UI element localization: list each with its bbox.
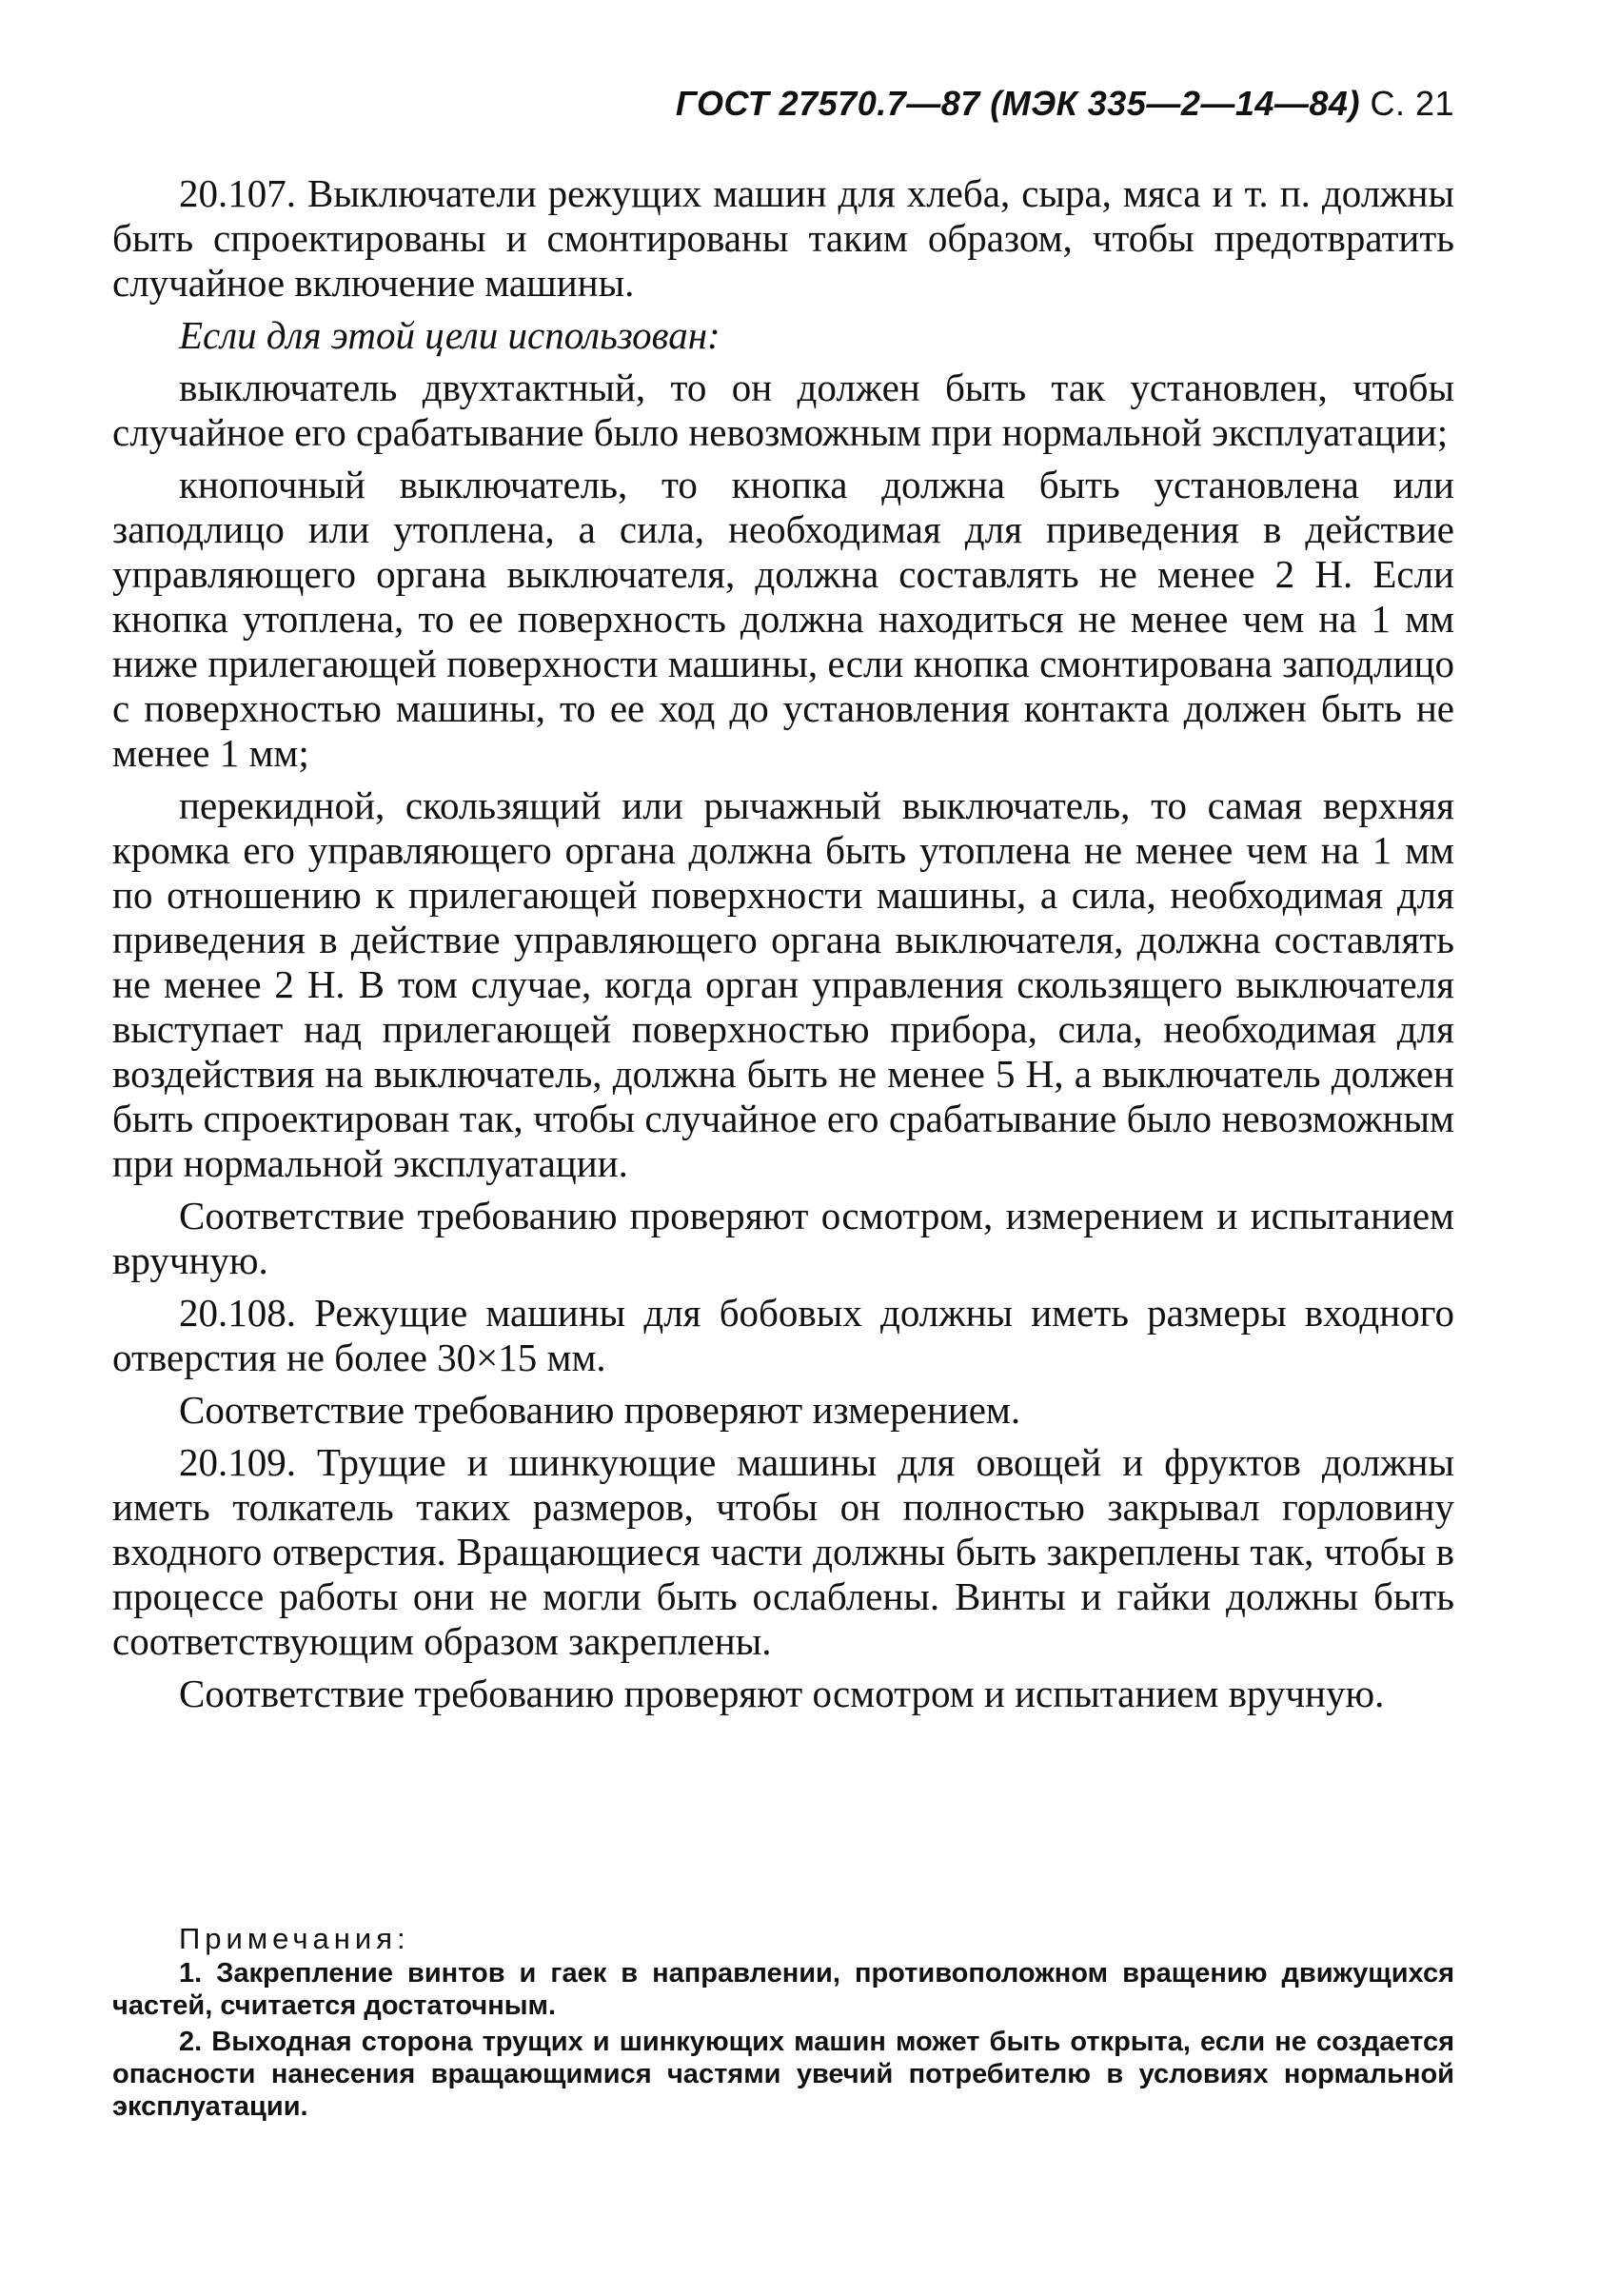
clause-20-109: 20.109. Трущие и шинкующие машины для овощей и фруктов должны иметь толкатель таких размеров, чтобы он полностью закрывал горловину входного отверстия. Вращающиеся части должны быть закреплены так, чтобы в процессе работы они не могли быть ослаблены. Винты и гайки должны быть соответствующим образом закреплены. (112, 1440, 1454, 1663)
clause-20-108: 20.108. Режущие машины для бобовых должны иметь размеры входного отверстия не более 30×15 мм. (112, 1291, 1454, 1379)
notes-section (112, 1923, 1454, 2127)
clause-20-107-push-button: кнопочный выключатель, то кнопка должна быть установлена или заподлицо или утоплена, а сила, необходимая для приведения в действие управляющего органа выключателя, должна составлять не менее 2 Н. Если кнопка утоплена, то ее поверхность должна находиться не менее чем на 1 мм ниже прилегающей поверхности машины, если кнопка смонтирована заподлицо с поверхностью машины, то ее ход до установления контакта должен быть не менее 1 мм; (112, 463, 1454, 775)
standard-designation: ГОСТ 27570.7—87 (МЭК 335—2—14—84) (675, 84, 1360, 123)
clause-20-108-compliance: Соответствие требованию проверяют измерением. (179, 1388, 1021, 1432)
clause-20-107-toggle-slide-lever: перекидной, скользящий или рычажный выключатель, то самая верхняя кромка его управляющего органа должна быть утоплена не менее чем на 1 мм по отношению к прилегающей поверхности машины, а сила, необходимая для приведения в действие управляющего органа выключателя, должна составлять не менее 2 Н. В том случае, когда орган управления скользящего выключателя выступает над прилегающей поверхностью прибора, сила, необходимая для воздействия на выключатель, должна быть не менее 5 Н, а выключатель должен быть спроектирован так, чтобы случайное его срабатывание было невозможным при нормальной эксплуатации. (112, 783, 1454, 1185)
clause-20-107-compliance: Соответствие требованию проверяют осмотром, измерением и испытанием вручную. (112, 1194, 1454, 1282)
note-item: 1. Закрепление винтов и гаек в направлении, противоположном вращению движущихся частей, считается достаточным. (112, 1958, 1454, 2021)
main-text (112, 171, 1454, 1724)
clause-20-107: 20.107. Выключатели режущих машин для хлеба, сыра, мяса и т. п. должны быть спроектированы и смонтированы таким образом, чтобы предотвратить случайное включение машины. (112, 171, 1454, 305)
clause-20-109-compliance: Соответствие требованию проверяют осмотром и испытанием вручную. (179, 1672, 1385, 1715)
page-header (676, 84, 1454, 124)
page-number: С. 21 (1370, 84, 1454, 123)
clause-20-107-intro: Если для этой цели использован: (179, 313, 721, 357)
notes-title: Примечания: (179, 1922, 410, 1955)
clause-20-107-two-stroke: выключатель двухтактный, то он должен быть так установлен, чтобы случайное его срабатывание было невозможным при нормальной эксплуатации; (112, 366, 1454, 454)
note-item: 2. Выходная сторона трущих и шинкующих машин может быть открыта, если не создается опасности нанесения вращающимися частями увечий потребителю в условиях нормальной эксплуатации. (112, 2027, 1454, 2122)
